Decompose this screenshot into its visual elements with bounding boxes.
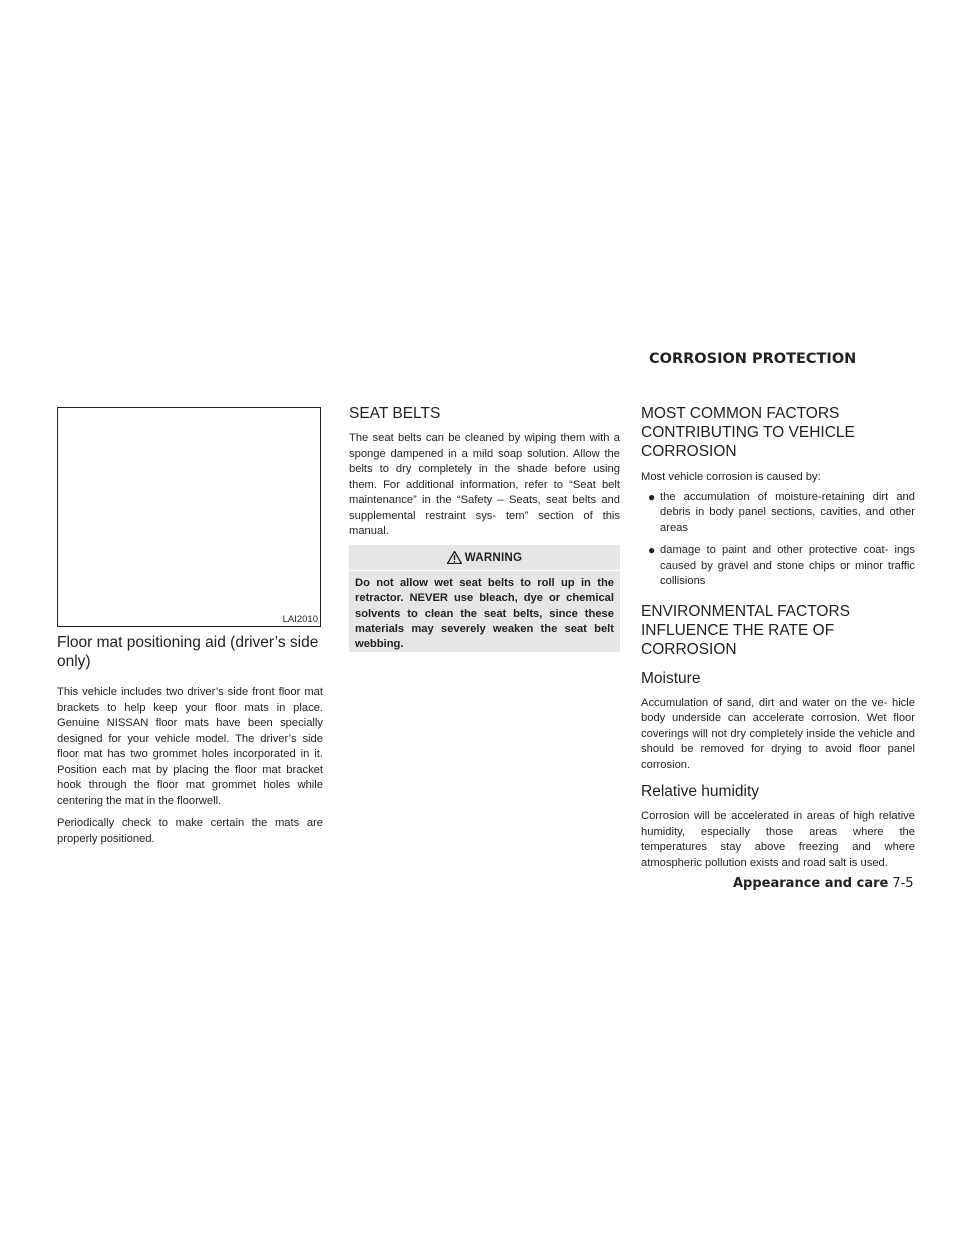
moisture-heading: Moisture [641, 669, 701, 687]
corrosion-intro: Most vehicle corrosion is caused by: [641, 471, 821, 483]
moisture-paragraph: Accumulation of sand, dirt and water on the ve- hicle body underside can accelerate corrosion. Wet floor coverings will not dry completely inside the vehicle and should be removed for drying to avoid floor panel corrosion. [641, 696, 915, 771]
column-2 [349, 404, 620, 540]
column-3 [641, 404, 915, 871]
list-item [641, 543, 915, 590]
corrosion-causes-list [641, 490, 915, 590]
footer-chapter: Appearance and care [733, 876, 889, 891]
page-number: 7-5 [892, 876, 914, 891]
warning-text: Do not allow wet seat belts to roll up in the retractor. NEVER use bleach, dye or chemical solvents to clean the seat belts, since these materials may severely weaken the seat belt webbing. [355, 577, 614, 651]
list-item-text: damage to paint and other protective coat- ings caused by gravel and stone chips or minor traffic collisions [660, 544, 915, 587]
seat-belts-heading: SEAT BELTS [349, 405, 441, 422]
environmental-factors-heading: ENVIRONMENTAL FACTORS INFLUENCE THE RATE OF CORROSION [641, 602, 850, 658]
corrosion-factors-heading: MOST COMMON FACTORS CONTRIBUTING TO VEHICLE CORROSION [641, 405, 855, 460]
relative-humidity-heading: Relative humidity [641, 783, 760, 800]
bullet-icon: ● [648, 489, 656, 504]
floor-mat-paragraph-1: This vehicle includes two driver’s side front floor mat brackets to help keep your floor mats in place. Genuine NISSAN floor mats have been specially designed for your vehicle model. The driver’s side floor mat has two grommet holes incorporated in it. Position each mat by placing the floor mat bracket hook through the floor mat grommet holes while centering the mat in the floorwell. [57, 686, 323, 807]
list-item-text: the accumulation of moisture-retaining dirt and debris in body panel sections, cavities, and other areas [660, 490, 915, 534]
warning-triangle-icon [447, 551, 462, 564]
floor-mat-heading: Floor mat positioning aid (driver’s side only) [57, 634, 319, 670]
column-1 [57, 633, 323, 847]
figure-placeholder [57, 407, 321, 627]
section-title: CORROSION PROTECTION [649, 351, 857, 367]
warning-label: WARNING [464, 551, 523, 564]
warning-header [349, 545, 620, 570]
page-footer [733, 876, 914, 891]
floor-mat-paragraph-2: Periodically check to make certain the mats are properly positioned. [57, 817, 323, 845]
figure-code: LAI2010 [282, 614, 318, 625]
relative-humidity-paragraph: Corrosion will be accelerated in areas of high relative humidity, especially those areas where the temperatures stay above freezing and where atmospheric pollution exists and road salt is used. [641, 810, 915, 869]
seat-belts-paragraph: The seat belts can be cleaned by wiping them with a sponge dampened in a mild soap solution. Allow the belts to dry completely in the shade before using them. For additional information, refer to “Seat belt maintenance” in the “Safety – Seats, seat belts and supplemental restraint sys- tem” section of this manual. [349, 432, 620, 537]
bullet-icon: ● [648, 543, 656, 557]
warning-box [349, 545, 620, 652]
list-item [641, 490, 915, 537]
